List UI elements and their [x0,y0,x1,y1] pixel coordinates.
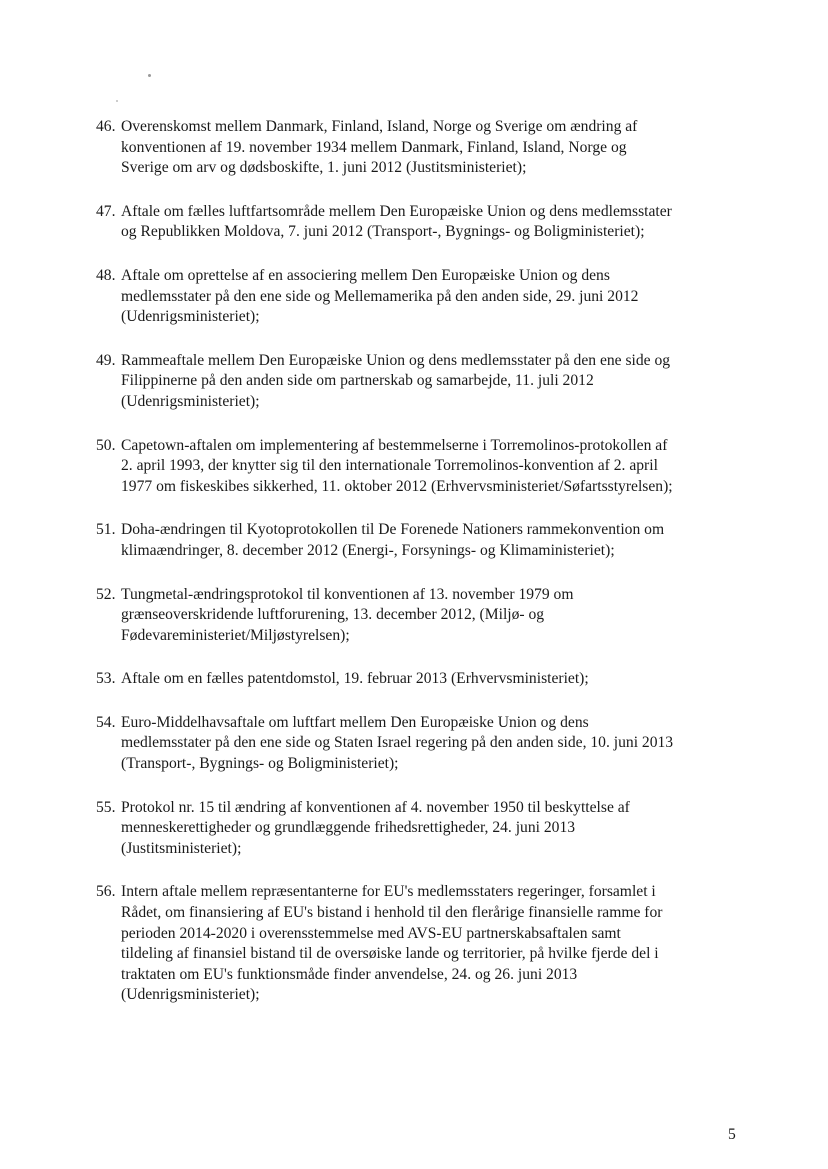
item-text-line: Rådet, om finansiering af EU's bistand i henhold til den flerårige finansielle ramme for [121,904,663,922]
scan-speck [148,74,151,77]
item-text [121,266,746,328]
item-text-line: Capetown-aftalen om implementering af bestemmelserne i Torremolinos-protokollen af [121,436,668,454]
list-item [96,882,746,1006]
item-text-line: klimaændringer, 8. december 2012 (Energi-, Forsynings- og Klimaministeriet); [121,541,615,559]
item-number: 48. [96,266,116,284]
item-text-line: Aftale om fælles luftfartsområde mellem Den Europæiske Union og dens medlemsstater [121,202,672,220]
item-text-line: perioden 2014-2020 i overensstemmelse med AVS-EU partnerskabsaftalen samt [121,924,621,942]
item-text [121,798,746,860]
item-text-line: 2. april 1993, der knytter sig til den internationale Torremolinos-konvention af 2. april [121,457,658,475]
list-item [96,202,746,243]
item-text-line: Doha-ændringen til Kyotoprotokollen til De Forenede Nationers rammekonvention om [121,521,665,539]
list-item [96,351,746,413]
item-text-line: grænseoverskridende luftforurening, 13. december 2012, (Miljø- og [121,606,545,624]
item-number: 52. [96,585,116,603]
item-text-line: medlemsstater på den ene side og Staten Israel regering på den anden side, 10. juni 2013 [121,734,674,752]
item-text-line: Protokol nr. 15 til ændring af konventionen af 4. november 1950 til beskyttelse af [121,798,630,816]
item-text [121,713,746,775]
item-text-line: medlemsstater på den ene side og Mellemamerika på den anden side, 29. juni 2012 [121,287,639,305]
list-item [96,585,746,647]
item-text [121,202,746,243]
item-number: 46. [96,118,116,135]
item-text-line: (Transport-, Bygnings- og Boligministeriet); [121,755,399,773]
item-number: 54. [96,713,116,731]
item-text-line: tildeling af finansiel bistand til de oversøiske lande og territorier, på hvilke fjerde del i [121,945,659,963]
list-item [96,117,746,179]
item-text-line: Tungmetal-ændringsprotokol til konventionen af 13. november 1979 om [121,585,574,603]
item-text [121,436,746,498]
item-number: 50. [96,436,116,454]
item-text-line: Aftale om oprettelse af en associering mellem Den Europæiske Union og dens [121,266,610,284]
item-text-line: (Udenrigsministeriet); [121,392,260,410]
item-text-line: Euro-Middelhavsaftale om luftfart mellem Den Europæiske Union og dens [121,713,589,731]
scan-speck [116,100,118,102]
item-text-line: konventionen af 19. november 1934 mellem Danmark, Finland, Island, Norge og [121,138,627,156]
item-number: 49. [96,351,116,369]
item-text-line: Sverige om arv og dødsboskifte, 1. juni 2012 (Justitsministeriet); [121,159,527,177]
page-number: 5 [728,1126,736,1143]
item-text [121,585,746,647]
list-item [96,520,746,561]
item-text-line: menneskerettigheder og grundlæggende frihedsrettigheder, 24. juni 2013 [121,819,576,837]
list-item [96,798,746,860]
item-text-line: 1977 om fiskeskibes sikkerhed, 11. oktober 2012 (Erhvervsministeriet/Søfartsstyrelsen); [121,477,673,495]
item-text-line: (Udenrigsministeriet); [121,986,260,1004]
list-item [96,713,746,775]
item-text [121,117,746,179]
item-number: 47. [96,202,116,220]
item-number: 51. [96,521,116,539]
list-item [96,436,746,498]
item-text-line: Aftale om en fælles patentdomstol, 19. februar 2013 (Erhvervsministeriet); [121,670,589,688]
item-text-line: (Justitsministeriet); [121,839,242,857]
item-number: 56. [96,883,116,901]
item-text-line: Overenskomst mellem Danmark, Finland, Island, Norge og Sverige om ændring af [121,118,638,135]
item-text-line: Intern aftale mellem repræsentanterne for EU's medlemsstaters regeringer, forsamlet i [121,883,656,901]
item-text-line: Fødevareministeriet/Miljøstyrelsen); [121,626,350,644]
item-text-line: Filippinerne på den anden side om partnerskab og samarbejde, 11. juli 2012 [121,372,594,390]
item-text-line: (Udenrigsministeriet); [121,308,260,326]
item-text [121,669,746,690]
item-text [121,882,746,1006]
item-text [121,351,746,413]
item-text-line: Rammeaftale mellem Den Europæiske Union og dens medlemsstater på den ene side og [121,351,671,369]
item-text-line: traktaten om EU's funktionsmåde finder anvendelse, 24. og 26. juni 2013 [121,965,578,983]
item-text-line: og Republikken Moldova, 7. juni 2012 (Transport-, Bygnings- og Boligministeriet); [121,223,645,241]
list-item [96,669,746,690]
item-number: 53. [96,670,116,688]
item-number: 55. [96,798,116,816]
list-item [96,266,746,328]
agreement-list [96,117,746,1029]
item-text [121,520,746,561]
